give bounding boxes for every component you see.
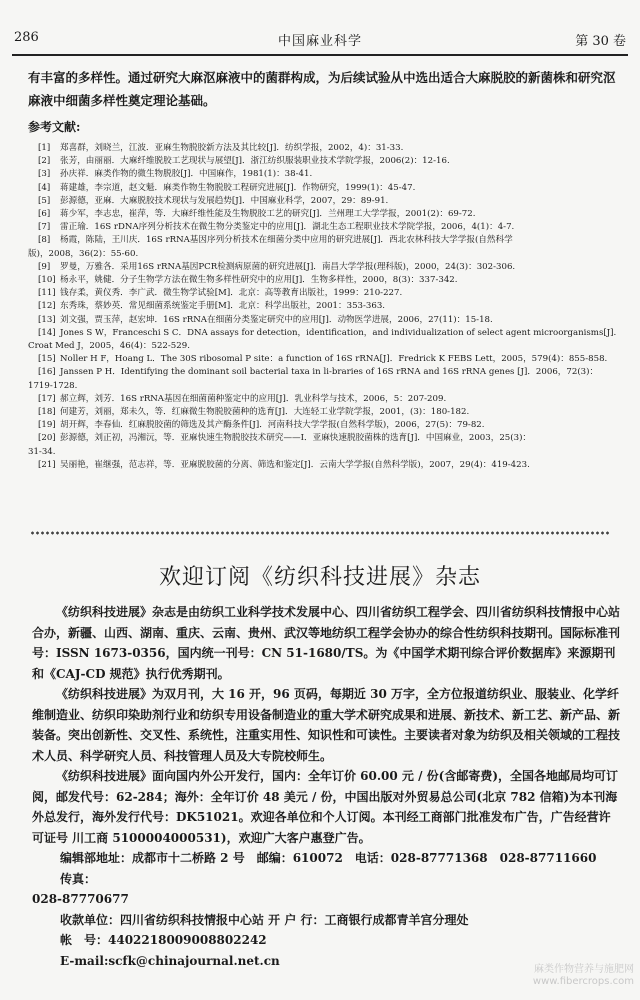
reference-list [28,142,624,472]
reference-item [28,406,624,419]
reference-item [28,221,624,234]
reference-item [28,234,624,247]
reference-text: Jones S W，Franceschi S C．DNA assays for detection，identification，and individualization of select agent microorganisms[J]. [60,327,617,338]
watermark-line-2: www.fibercrops.com [532,976,634,987]
reference-number: [11] [38,288,56,299]
site-watermark [533,964,634,988]
reference-item [28,459,624,472]
reference-number: [12] [38,301,56,312]
reference-text: 杨霞，陈陆，王川庆．16S rRNA基因序列分析技术在细菌分类中应用的研究进展[J]．西北农林科技大学学报(自然科学 [60,235,513,246]
reference-text: 钱存柔，黄仪秀．李广武．微生物学试验[M]．北京：高等教育出版社，1999：210-227. [60,288,403,299]
header-rule [12,54,628,56]
reference-number: [18] [38,407,56,418]
reference-number: [3] [38,169,51,180]
reference-continuation: 1719-1728. [28,380,78,391]
reference-item [28,300,624,313]
reference-number: [6] [38,209,51,220]
reference-text: 罗曼，万雅各．采用16S rRNA基因PCR检测病原菌的研究进展[J]．南昌大学学报(理科版)，2000，24(3)：302-306. [60,261,516,272]
reference-item [28,353,624,366]
reference-item [28,366,624,379]
reference-number: [8] [38,235,51,246]
reference-number: [7] [38,222,51,233]
ad-paragraph-2: 《纺织科技进展》为双月刊，大 16 开，96 页码，每期近 30 万字，全方位报道纺织业、服装业、化学纤维制造业、纺织印染助剂行业和纺织专用设备制造业的重大学术研究成果和进展、新技术、新工艺、新产品、新装备。突出创新性、交叉性、系统性，注重实用性、知识性和可读性。主要读者对象为纺织及相关领域的工程技术人员、科学研究人员、科技管理人员及大专院校师生。 [32,687,621,763]
dotted-divider [30,530,610,536]
reference-item [28,155,624,168]
reference-number: [17] [38,393,56,404]
watermark-line-1: 麻类作物营养与施肥网 [534,964,634,975]
reference-number: [2] [38,156,51,167]
page-number: 286 [14,30,39,45]
ad-title: 欢迎订阅《纺织科技进展》杂志 [158,565,481,590]
reference-text: Janssen P H．Identifying the dominant soil bacterial taxa in li-braries of 16S rRNA and 16S rRNA genes [J]．2006，72(3)： [60,367,599,378]
reference-text: 蒋建雄，李宗道，赵文魁．麻类作物生物脱胶工程研究进展[J]．作物研究，1999(1)：45-47. [60,182,416,193]
reference-number: [10] [38,275,56,286]
reference-item [28,261,624,274]
ad-paragraph-3: 《纺织科技进展》面向国内外公开发行，国内：全年订价 60.00 元 / 份(含邮寄费)，全国各地邮局均可订阅，邮发代号：62-284；海外：全年订价 48 美元 / 份，中国出版对外贸易总公司(北京 782 信箱)为本刊海外总发行，海外发行代号：DK51021。欢迎各单位和个人订阅。本刊经工商部门批准发布广告，广告经营许可证号 川工商 5100004000531)，欢迎广大客户惠登广告。 [32,769,619,845]
reference-text: 张芳，由丽丽．大麻纤维脱胶工艺现状与展望[J]．浙江纺织服装职业技术学院学报，2006(2)：12-16. [60,156,450,167]
subscription-ad [32,602,620,971]
reference-number: [20] [38,433,56,444]
reference-text: 雷正瑜．16S rDNA序列分析技术在微生物分类鉴定中的应用[J]．湖北生态工程职业技术学院学报，2006，4(1)：4-7. [60,222,515,233]
reference-number: [14] [38,327,56,338]
reference-number: [13] [38,314,56,325]
fax-number: 028-87770677 [32,892,129,906]
editorial-address: 编辑部地址：成都市十二桥路 2 号 邮编：610072 电话：028-87771368 028-87711660 传真： [60,851,609,886]
reference-text: Noller H F，Hoang L．The 30S ribosomal P site：a function of 16S rRNA[J]．Fredrick K FEBS Lett，2005，579(4)：855-858. [60,354,608,365]
reference-item [28,274,624,287]
reference-item [28,195,624,208]
reference-text: 郑喜群，刘晓兰，江波．亚麻生物脱胶新方法及其比较[J]．纺织学报，2002，4)：31-33. [60,143,404,153]
page-header [14,30,626,50]
reference-number: [15] [38,354,56,365]
reference-item [28,432,624,445]
reference-number: [4] [38,182,51,193]
references-heading: 参考文献: [28,120,81,134]
reference-number: [21] [38,459,56,470]
reference-continuation: Croat Med J，2005，46(4)：522-529. [28,341,190,352]
reference-item [28,182,624,195]
reference-item [28,419,624,432]
reference-text: 吴丽艳，崔继强，范志祥，等．亚麻脱胶菌的分离、筛选和鉴定[J]．云南大学学报(自然科学版)，2007，29(4)：419-423. [60,459,530,470]
reference-number: [19] [38,420,56,431]
reference-item [28,393,624,406]
reference-item [28,208,624,221]
reference-text: 胡开辉，李春仙．红麻脱胶菌的筛选及其产酶条件[J]．河南科技大学学报(自然科学版)，2006，27(5)：79-82. [60,420,485,431]
reference-text: 郝立辉，刘芳．16S rRNA基因在细菌菌种鉴定中的应用[J]．乳业科学与技术，2006，5：207-209. [60,393,447,404]
reference-item [28,287,624,300]
reference-text: 蒋少军，李志忠，崔萍，等．大麻纤维性能及生物脱胶工艺的研究[J]．兰州理工大学学报，2001(2)：69-72. [60,209,476,220]
journal-name: 中国麻业科学 [277,34,362,49]
reference-text: 彭源德，亚麻．大麻脱胶技术现状与发展趋势[J]．中国麻业科学，2007，29：89-91. [60,195,389,206]
reference-text: 杨永平，姚健．分子生物学方法在微生物多样性研究中的应用[J]．生物多样性，2000，8(3)：337-342. [60,275,458,286]
reference-text: 东秀珠，蔡妙英．常见细菌系统鉴定手册[M]．北京：科学出版社，2001：353-363. [60,301,386,312]
reference-item [28,314,624,327]
reference-text: 何建芳，刘丽，郑未久，等．红麻微生物脱胶菌种的选育[J]．大连轻工业学院学报，2001，(3)：180-182. [60,407,470,418]
reference-text: 刘文强，贾玉萍，赵宏坤．16S rRNA在细菌分类鉴定研究中的应用[J]．动物医学进展，2006，27(11)：15-18. [60,314,493,325]
reference-continuation: 版)，2008，36(2)：55-60. [28,248,139,259]
reference-number: [16] [38,367,56,378]
body-paragraph: 有丰富的多样性。通过研究大麻沤麻液中的菌群构成，为后续试验从中选出适合大麻脱胶的新菌株和研究沤麻液中细菌多样性奠定理论基础。 [28,70,616,108]
reference-item [28,168,624,181]
email-address: E-mail:scfk@chinajournal.net.cn [60,953,280,968]
payee-info: 收款单位：四川省纺织科技情报中心站 开 户 行：工商银行成都青羊宫分理处 [60,912,469,927]
reference-number: [1] [38,143,51,153]
ad-paragraph-1: 《纺织科技进展》杂志是由纺织工业科学技术发展中心、四川省纺织工程学会、四川省纺织科技情报中心站合办，新疆、山西、湖南、重庆、云南、贵州、武汉等地纺织工程学会协办的综合性纺织科技期刊。国际标准刊号：ISSN 1673-0356，国内统一刊号：CN 51-1680/TS。为《中国学术期刊综合评价数据库》来源期刊和《CAJ-CD 规范》执行优秀期刊。 [32,605,621,681]
reference-item [28,327,624,340]
volume-label: 第 30 卷 [575,34,626,49]
reference-number: [5] [38,195,51,206]
reference-continuation: 31-34. [28,446,56,457]
reference-text: 彭源德，刘正初，冯湘沅，等．亚麻快速生物脱胶技术研究——Ⅰ．亚麻快速脱胶菌株的选育[J]．中国麻业，2003，25(3)： [60,433,532,444]
account-number: 帐 号：4402218009008802242 [60,933,267,947]
reference-number: [9] [38,261,51,272]
reference-item [28,142,624,155]
reference-text: 孙庆祥．麻类作物的微生物脱胶[J]．中国麻作，1981(1)：38-41. [60,169,313,180]
